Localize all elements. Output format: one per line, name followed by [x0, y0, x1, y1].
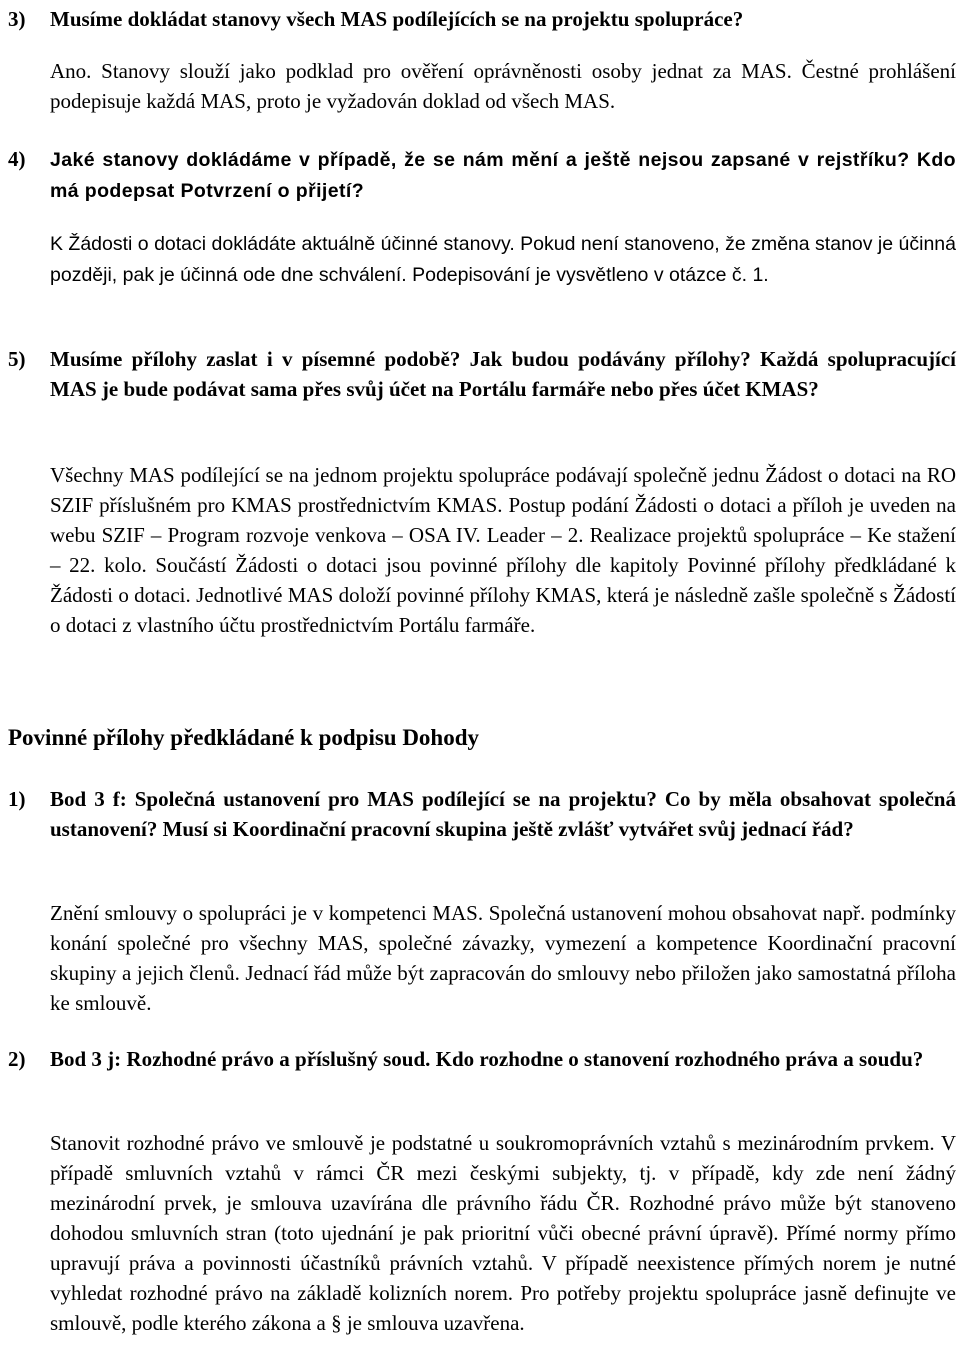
- answer-text: K Žádosti o dotaci dokládáte aktuálně účinné stanovy.: [50, 233, 515, 255]
- question-text-sub: Jak budou podávány přílohy? Každá spolupracující MAS je bude podávat sama přes svůj účet na Portálu farmáře nebo přes účet KMAS?: [50, 347, 956, 401]
- question-5: [8, 344, 956, 404]
- question-number: 5): [8, 347, 26, 371]
- answer-4: [50, 228, 956, 290]
- question-text: Jaké stanovy dokládáme v případě, že se nám mění a ještě nejsou zapsané v rejstříku?: [50, 149, 910, 171]
- section-heading: Povinné přílohy předkládané k podpisu Dohody: [8, 725, 480, 750]
- question-number: 3): [8, 7, 26, 31]
- section-answer-2: Stanovit rozhodné právo ve smlouvě je podstatné u soukromoprávních vztahů s mezinárodním prvkem. V případě smluvních vztahů v rámci ČR mezi českými subjekty, tj. v případě, kdy zde není žádný mezinárodní prvek, je smlouva uzavírána dle právního řádu ČR. Rozhodné právo může být stanoveno dohodou smluvních stran (toto ujednání je pak prioritní vůči obecné právní úpravě). Přímé normy přímo upravují práva a povinnosti účastníků právních vztahů. V případě neexistence přímých norem je nutné vyhledat rozhodné právo na základě kolizních norem. Pro potřeby projektu spolupráce jasně definujte ve smlouvě, podle kterého zákona a § je smlouva uzavřena.: [50, 1131, 956, 1335]
- question-number: 4): [8, 147, 26, 171]
- answer-text-3: Podepisování je vysvětleno v otázce č. 1.: [406, 264, 769, 286]
- question-text: Bod 3 f: Společná ustanovení pro MAS podílející se na projektu? Co by měla obsahovat společná ustanovení? Musí si Koordinační pracovní skupina ještě zvlášť vytvářet svůj jednací řád?: [50, 787, 956, 841]
- answer-text-2: Pokud není stanoveno, že změna stanov je účinná později, pak je účinná ode dne schválení.: [50, 233, 956, 286]
- question-number: 1): [8, 787, 26, 811]
- answer-5: Všechny MAS podílející se na jednom projektu spolupráce podávají společně jednu Žádost o dotaci na RO SZIF příslušném pro KMAS prostřednictvím KMAS. Postup podání Žádosti o dotaci a příloh je uveden na webu SZIF – Program rozvoje venkova – OSA IV. Leader – 2. Realizace projektů spolupráce – Ke stažení – 22. kolo. Součástí Žádosti o dotaci jsou povinné přílohy dle kapitoly Povinné přílohy předkládané k Žádosti o dotaci. Jednotlivé MAS doloží povinné přílohy KMAS, která je následně zašle společně s Žádostí o dotaci z vlastního účtu prostřednictvím Portálu farmáře.: [50, 463, 956, 637]
- question-text-sub: Kdo má podepsat Potvrzení o přijetí?: [50, 149, 956, 202]
- question-text: Musíme dokládat stanovy všech MAS podílejících se na projektu spolupráce?: [50, 7, 744, 31]
- question-text: Bod 3 j: Rozhodné právo a příslušný soud. Kdo rozhodne o stanovení rozhodného práva a soudu?: [50, 1047, 924, 1071]
- question-3: [8, 4, 956, 34]
- section-answer-1: Znění smlouvy o spolupráci je v kompetenci MAS. Společná ustanovení mohou obsahovat např. podmínky konání společné pro všechny MAS, společné závazky, vymezení a kompetence Koordinační pracovní skupiny a jejich členů. Jednací řád může být zapracován do smlouvy nebo přiložen jako samostatná příloha ke smlouvě.: [50, 901, 956, 1015]
- question-text: Musíme přílohy zaslat i v písemné podobě?: [50, 347, 461, 371]
- question-4: [8, 144, 956, 206]
- question-number: 2): [8, 1047, 26, 1071]
- section-question-2: [8, 1044, 956, 1074]
- section-question-1: [8, 784, 956, 844]
- answer-3: Ano. Stanovy slouží jako podklad pro ověření oprávněnosti osoby jednat za MAS. Čestné prohlášení podepisuje každá MAS, proto je vyžadován doklad od všech MAS.: [50, 59, 956, 113]
